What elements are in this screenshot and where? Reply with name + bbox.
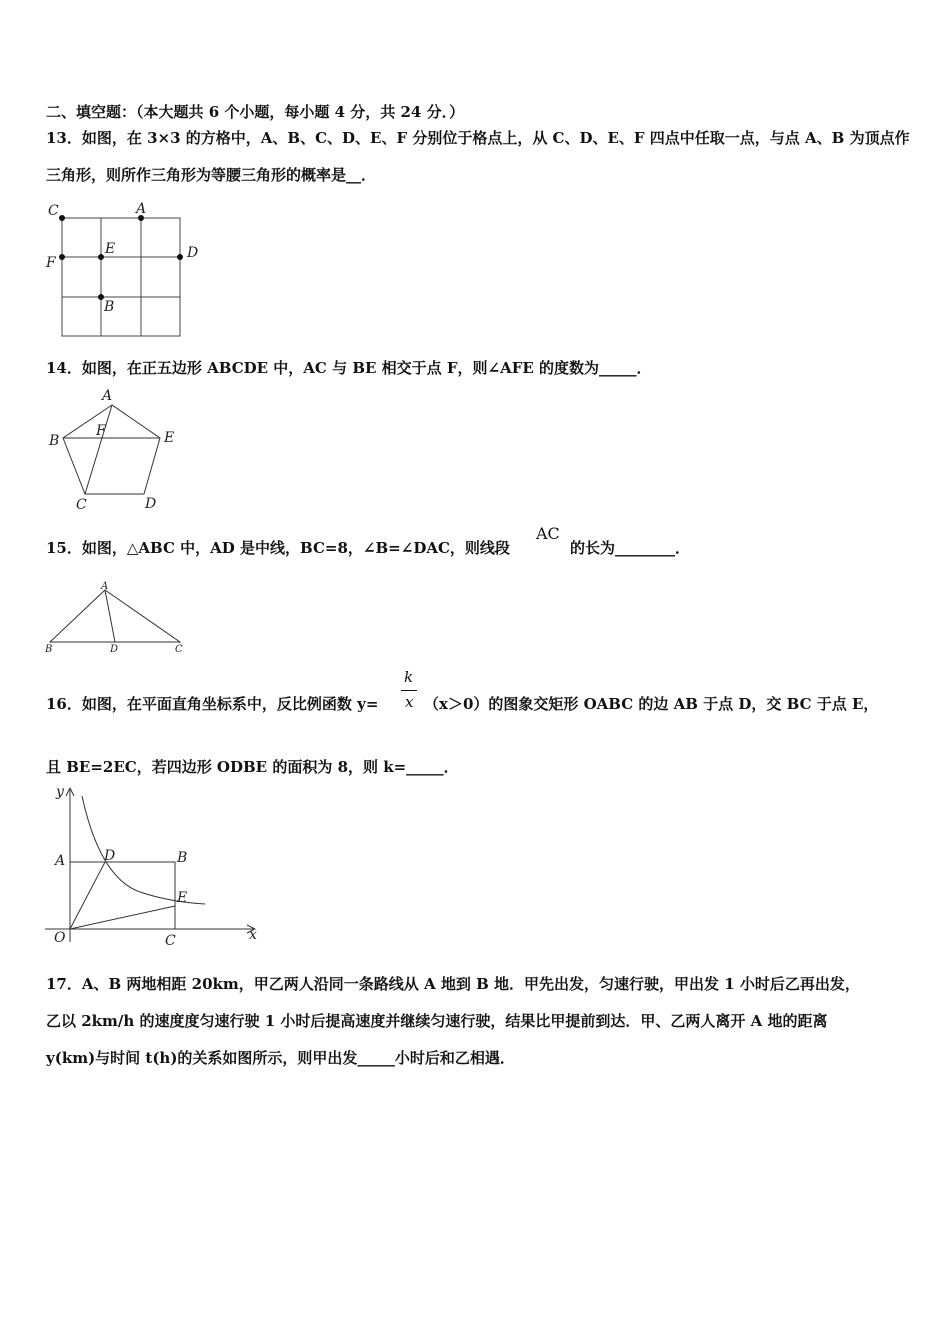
segment-od (70, 862, 105, 929)
point-f (59, 254, 65, 260)
label-e: E (164, 430, 175, 446)
label-c: C (175, 644, 183, 655)
median-ad (105, 590, 115, 642)
label-a: A (136, 201, 147, 217)
q13-grid-figure (40, 198, 220, 343)
q15-text-line1-end: 的长为________． (570, 539, 691, 557)
rectangle-oabc (70, 862, 175, 929)
q15-triangle-figure (40, 580, 190, 660)
q16-coordinate-figure (40, 782, 265, 952)
q15-text-line1: 15．如图，△ABC 中，AD 是中线，BC=8，∠B=∠DAC，则线段 (46, 539, 510, 557)
q17-text-line3: y(km)与时间 t(h)的关系如图所示，则甲出发_____小时后和乙相遇． (46, 1049, 515, 1067)
label-a: A (102, 388, 113, 404)
grid-outer-rect (62, 218, 180, 336)
label-d: D (187, 245, 199, 261)
q16-text-line1: 16．如图，在平面直角坐标系中，反比例函数 y= (46, 695, 379, 713)
point-e (98, 254, 104, 260)
pentagon-abcde (63, 405, 160, 494)
q16-text-line2: 且 BE=2EC，若四边形 ODBE 的面积为 8，则 k=_____． (46, 758, 459, 776)
q16-frac-denominator: x (405, 693, 414, 711)
label-b: B (45, 644, 53, 655)
label-d: D (145, 496, 157, 512)
q15-ac-formula: AC (536, 524, 560, 543)
label-x: x (249, 927, 257, 943)
label-d: D (110, 644, 119, 655)
label-c: C (48, 203, 59, 219)
q14-text-line1: 14．如图，在正五边形 ABCDE 中，AC 与 BE 相交于点 F，则∠AFE 的度数为_____． (46, 359, 652, 377)
segment-oe (70, 906, 175, 929)
label-b: B (104, 299, 115, 315)
label-b: B (177, 850, 188, 866)
q16-frac-numerator: k (404, 668, 414, 686)
q17-text-line1: 17．A、B 两地相距 20km，甲乙两人沿同一条路线从 A 地到 B 地．甲先出发，匀速行驶，甲出发 1 小时后乙再出发， (46, 975, 860, 993)
label-d: D (104, 848, 116, 864)
label-b: B (49, 433, 60, 449)
label-y: y (56, 784, 64, 800)
label-c: C (165, 933, 176, 949)
triangle-abc (50, 590, 180, 642)
diagonal-ac (85, 405, 112, 494)
q16-frac-bar (401, 690, 417, 691)
label-f: F (46, 255, 56, 271)
label-o: O (54, 930, 66, 946)
label-e: E (105, 241, 116, 257)
label-a: A (55, 853, 66, 869)
label-e: E (177, 890, 188, 906)
point-c (59, 215, 65, 221)
q13-text-line1: 13．如图，在 3×3 的方格中，A、B、C、D、E、F 分别位于格点上，从 C、D、E、F 四点中任取一点，与点 A、B 为顶点作 (46, 129, 910, 147)
section-title: 二、填空题：（本大题共 6 个小题，每小题 4 分，共 24 分．） (46, 103, 465, 121)
q13-text-line2: 三角形，则所作三角形为等腰三角形的概率是__． (46, 166, 377, 184)
q17-text-line2: 乙以 2km/h 的速度度匀速行驶 1 小时后提高速度并继续匀速行驶，结果比甲提前到达．甲、乙两人离开 A 地的距离 (46, 1012, 828, 1030)
label-f: F (96, 423, 106, 439)
q14-pentagon-figure (40, 385, 190, 515)
point-d (177, 254, 183, 260)
q16-text-line1-end: （x＞0）的图象交矩形 OABC 的边 AB 于点 D，交 BC 于点 E， (424, 695, 879, 713)
label-a: A (101, 581, 109, 592)
label-c: C (76, 497, 87, 513)
